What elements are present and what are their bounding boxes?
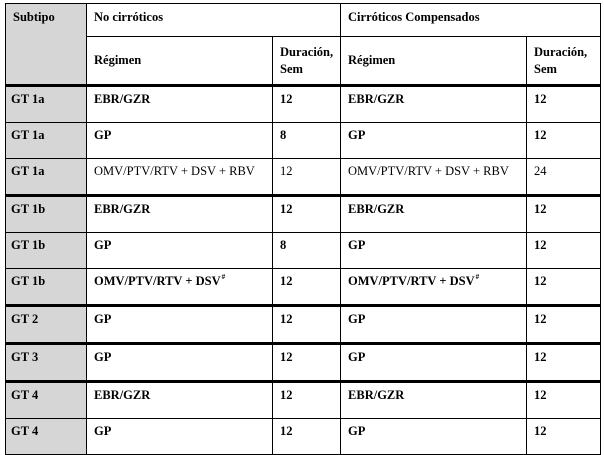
footnote-mark: # bbox=[475, 273, 480, 281]
nc-duration-cell: 12 bbox=[273, 196, 341, 233]
subtype-cell: GT 1b bbox=[6, 269, 87, 306]
nc-regimen-cell: OMV/PTV/RTV + DSV + RBV bbox=[87, 159, 273, 196]
nc-regimen-cell: EBR/GZR bbox=[87, 382, 273, 419]
nc-duration-cell: 12 bbox=[273, 382, 341, 419]
cc-regimen-cell: GP bbox=[341, 233, 527, 269]
nc-duration-cell: 12 bbox=[273, 344, 341, 382]
header-compensated-cirrhotic: Cirróticos Compensados bbox=[341, 4, 601, 37]
nc-duration-cell: 12 bbox=[273, 86, 341, 123]
header-nc-regimen-label: Régimen bbox=[94, 53, 142, 67]
header-nc-duration-label: Duración, Sem bbox=[280, 44, 334, 76]
nc-duration-cell: 12 bbox=[273, 419, 341, 455]
table-row bbox=[6, 344, 601, 382]
subtype-cell: GT 1a bbox=[6, 159, 87, 196]
cc-duration-cell: 12 bbox=[527, 269, 601, 306]
subtype-cell: GT 4 bbox=[6, 382, 87, 419]
header-cc-duration-label: Duración, Sem bbox=[534, 44, 588, 76]
cc-duration-cell: 12 bbox=[527, 419, 601, 455]
header-nc-duration bbox=[273, 37, 341, 86]
cc-regimen-cell bbox=[341, 269, 527, 306]
cc-duration-cell: 12 bbox=[527, 196, 601, 233]
cc-regimen-cell: GP bbox=[341, 123, 527, 159]
subtype-cell: GT 1b bbox=[6, 233, 87, 269]
nc-duration-cell: 12 bbox=[273, 269, 341, 306]
cc-regimen-cell: GP bbox=[341, 419, 527, 455]
cc-regimen-cell: GP bbox=[341, 306, 527, 344]
nc-regimen-cell bbox=[87, 269, 273, 306]
cc-duration-cell: 12 bbox=[527, 86, 601, 123]
nc-duration-cell: 12 bbox=[273, 306, 341, 344]
nc-regimen-cell: EBR/GZR bbox=[87, 86, 273, 123]
header-non-cirrhotic: No cirróticos bbox=[87, 4, 341, 37]
nc-duration-cell: 8 bbox=[273, 233, 341, 269]
subtype-cell: GT 3 bbox=[6, 344, 87, 382]
cc-duration-cell: 24 bbox=[527, 159, 601, 196]
table-row bbox=[6, 86, 601, 123]
table-row bbox=[6, 123, 601, 159]
footnote-mark: # bbox=[221, 273, 226, 281]
table-row bbox=[6, 306, 601, 344]
subtype-cell: GT 1a bbox=[6, 86, 87, 123]
nc-regimen-cell: GP bbox=[87, 344, 273, 382]
cc-duration-cell: 12 bbox=[527, 233, 601, 269]
cc-regimen-cell: EBR/GZR bbox=[341, 86, 527, 123]
subtype-cell: GT 1a bbox=[6, 123, 87, 159]
subtype-cell: GT 4 bbox=[6, 419, 87, 455]
header-row-groups bbox=[6, 4, 601, 37]
table-row bbox=[6, 196, 601, 233]
table-row bbox=[6, 269, 601, 306]
nc-regimen-cell: GP bbox=[87, 123, 273, 159]
nc-duration-cell: 8 bbox=[273, 123, 341, 159]
cc-regimen-text: OMV/PTV/RTV + DSV bbox=[348, 274, 475, 288]
header-cc-regimen-label: Régimen bbox=[348, 53, 396, 67]
table-row bbox=[6, 419, 601, 455]
cc-regimen-cell: EBR/GZR bbox=[341, 196, 527, 233]
header-cc-regimen bbox=[341, 37, 527, 86]
cc-duration-cell: 12 bbox=[527, 123, 601, 159]
nc-regimen-cell: GP bbox=[87, 233, 273, 269]
cc-regimen-cell: OMV/PTV/RTV + DSV + RBV bbox=[341, 159, 527, 196]
nc-regimen-cell: EBR/GZR bbox=[87, 196, 273, 233]
cc-regimen-cell: EBR/GZR bbox=[341, 382, 527, 419]
header-cc-duration bbox=[527, 37, 601, 86]
header-row-columns bbox=[6, 37, 601, 86]
cc-duration-cell: 12 bbox=[527, 344, 601, 382]
table-row bbox=[6, 233, 601, 269]
nc-regimen-cell: GP bbox=[87, 419, 273, 455]
subtype-cell: GT 2 bbox=[6, 306, 87, 344]
nc-duration-cell: 12 bbox=[273, 159, 341, 196]
header-nc-regimen bbox=[87, 37, 273, 86]
nc-regimen-text: OMV/PTV/RTV + DSV bbox=[94, 274, 221, 288]
cc-duration-cell: 12 bbox=[527, 382, 601, 419]
nc-regimen-cell: GP bbox=[87, 306, 273, 344]
regimen-table bbox=[5, 3, 601, 455]
table-row bbox=[6, 382, 601, 419]
cc-regimen-cell: GP bbox=[341, 344, 527, 382]
cc-duration-cell: 12 bbox=[527, 306, 601, 344]
header-subtype: Subtipo bbox=[6, 4, 87, 86]
table-row bbox=[6, 159, 601, 196]
subtype-cell: GT 1b bbox=[6, 196, 87, 233]
